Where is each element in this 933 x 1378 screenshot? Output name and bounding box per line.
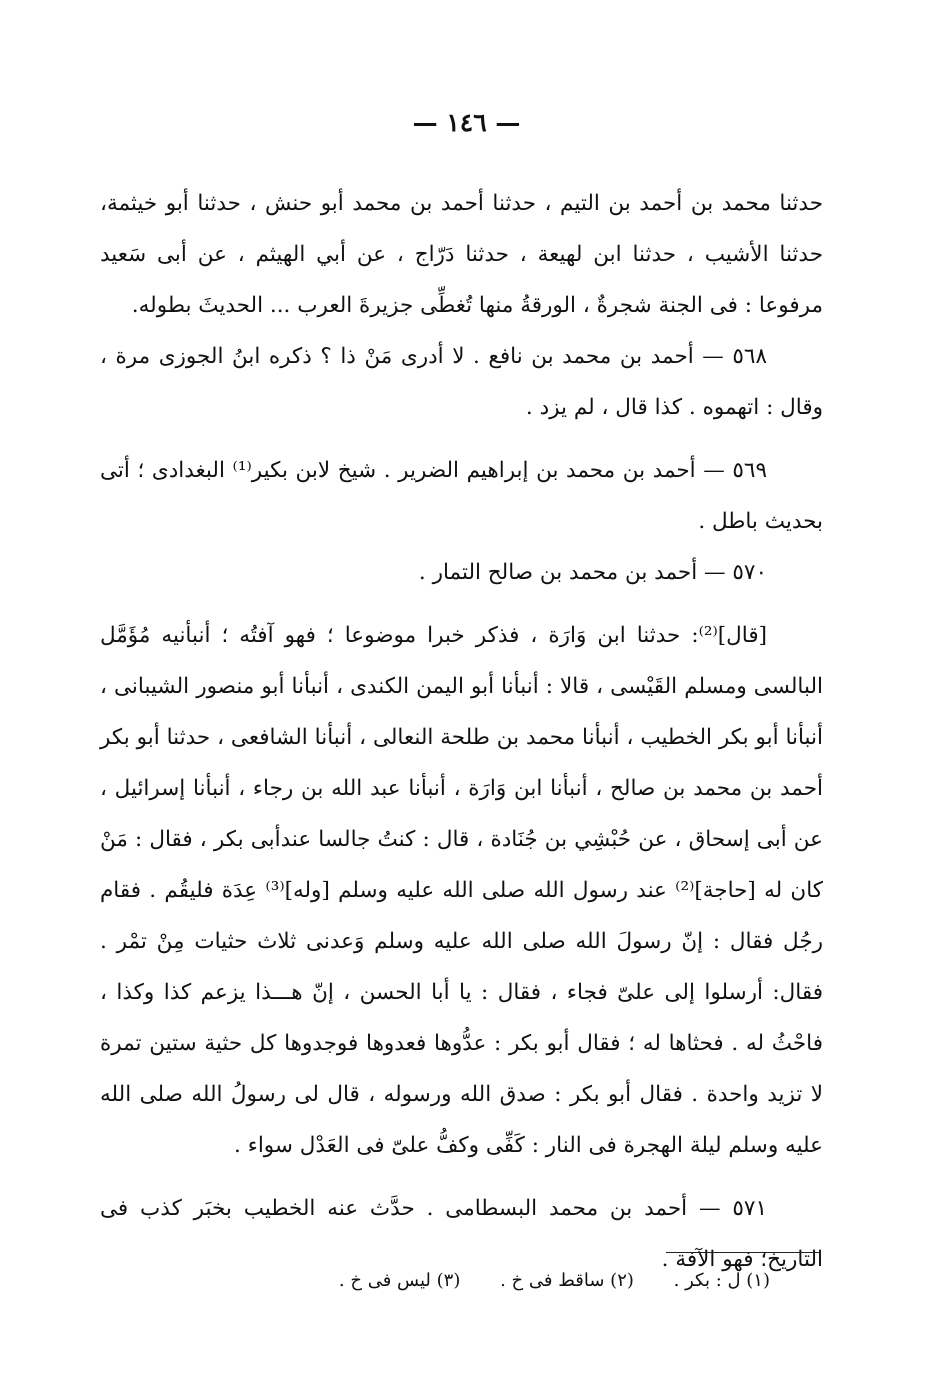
footnote-divider (666, 1252, 821, 1253)
footnote-3: (٣) ليس فى خ . (338, 1270, 461, 1291)
entry-570: ٥٧٠ — أحمد بن محمد بن صالح التمار . (418, 560, 767, 585)
main-text (100, 178, 823, 1285)
page-number: — ١٤٦ — (412, 108, 521, 137)
narration-paragraph: [قال]⁽²⁾: حدثنا ابن وَارَة ، فذكر خبرا موضوعا ؛ فهو آفتُه ؛ أنبأنيه مُؤَمَّل البالسى ومسلم القَيْسى ، قالا : أنبأنا أبو اليمن الكندى ، أنبأنا أبو منصور الشيبانى ، أنبأنا أبو بكر الخطيب ، أنبأنا محمد بن طلحة النعالى ، أنبأنا الشافعى ، حدثنا أبو بكر أحمد بن محمد بن صالح ، أنبأنا ابن وَارَة ، أنبأنا عبد الله بن رجاء ، أنبأنا إسرائيل ، عن أبى إسحاق ، عن حُبْشِي بن جُنَادة ، قال : كنتُ جالسا عندأبى بكر ، فقال : مَنْ كان له [حاجة]⁽²⁾ عند رسول الله صلى الله عليه وسلم [وله]⁽³⁾ عِدَة فليقُم . فقام رجُل فقال : إنّ رسولَ الله صلى الله عليه وسلم وَعدنى ثلاث حثيات مِنْ تمْر . فقال: أرسلوا إلى علىّ فجاء ، فقال : يا أبا الحسن ، إنّ هـــذا يزعم كذا وكذا ، فاحْثُ له . فحثاها له ؛ فقال أبو بكر : عدُّوها فعدوها فوجدوها كل حثية ستين تمرة لا تزيد واحدة . فقال أبو بكر : صدق الله ورسوله ، قال لى رسولُ الله صلى الله عليه وسلم ليلة الهجرة فى النار : كَفِّى وكفُّ علىّ فى العَدْل سواء . (100, 623, 823, 1158)
footnotes (300, 1270, 770, 1291)
entry-568: ٥٦٨ — أحمد بن محمد بن نافع . لا أدرى مَنْ ذا ؟ ذكره ابنُ الجوزى مرة ، وقال : اتهموه . كذا قال ، لم يزد . (100, 344, 823, 420)
hadith-chain-paragraph: حدثنا محمد بن أحمد بن التيم ، حدثنا أحمد بن محمد أبو حنش ، حدثنا أبو خيثمة، حدثنا الأشيب ، حدثنا ابن لهيعة ، حدثنا دَرّاج ، عن أبي الهيثم ، عن أبى سَعيد مرفوعا : فى الجنة شجرةٌ ، الورقةُ منها تُغطِّى جزيرةَ العرب ... الحديثَ بطوله. (100, 191, 823, 318)
footnote-1: (١) ل : بكر . (673, 1270, 770, 1291)
entry-569: ٥٦٩ — أحمد بن محمد بن إبراهيم الضرير . شيخ لابن بكير⁽¹⁾ البغدادى ؛ أتى بحديث باطل . (100, 458, 823, 534)
footnote-2: (٢) ساقط فى خ . (500, 1270, 634, 1291)
entry-571: ٥٧١ — أحمد بن محمد البسطامى . حدَّث عنه الخطيب بخبَر كذب فى التاريخ؛ فهو الآفة . (100, 1196, 823, 1272)
